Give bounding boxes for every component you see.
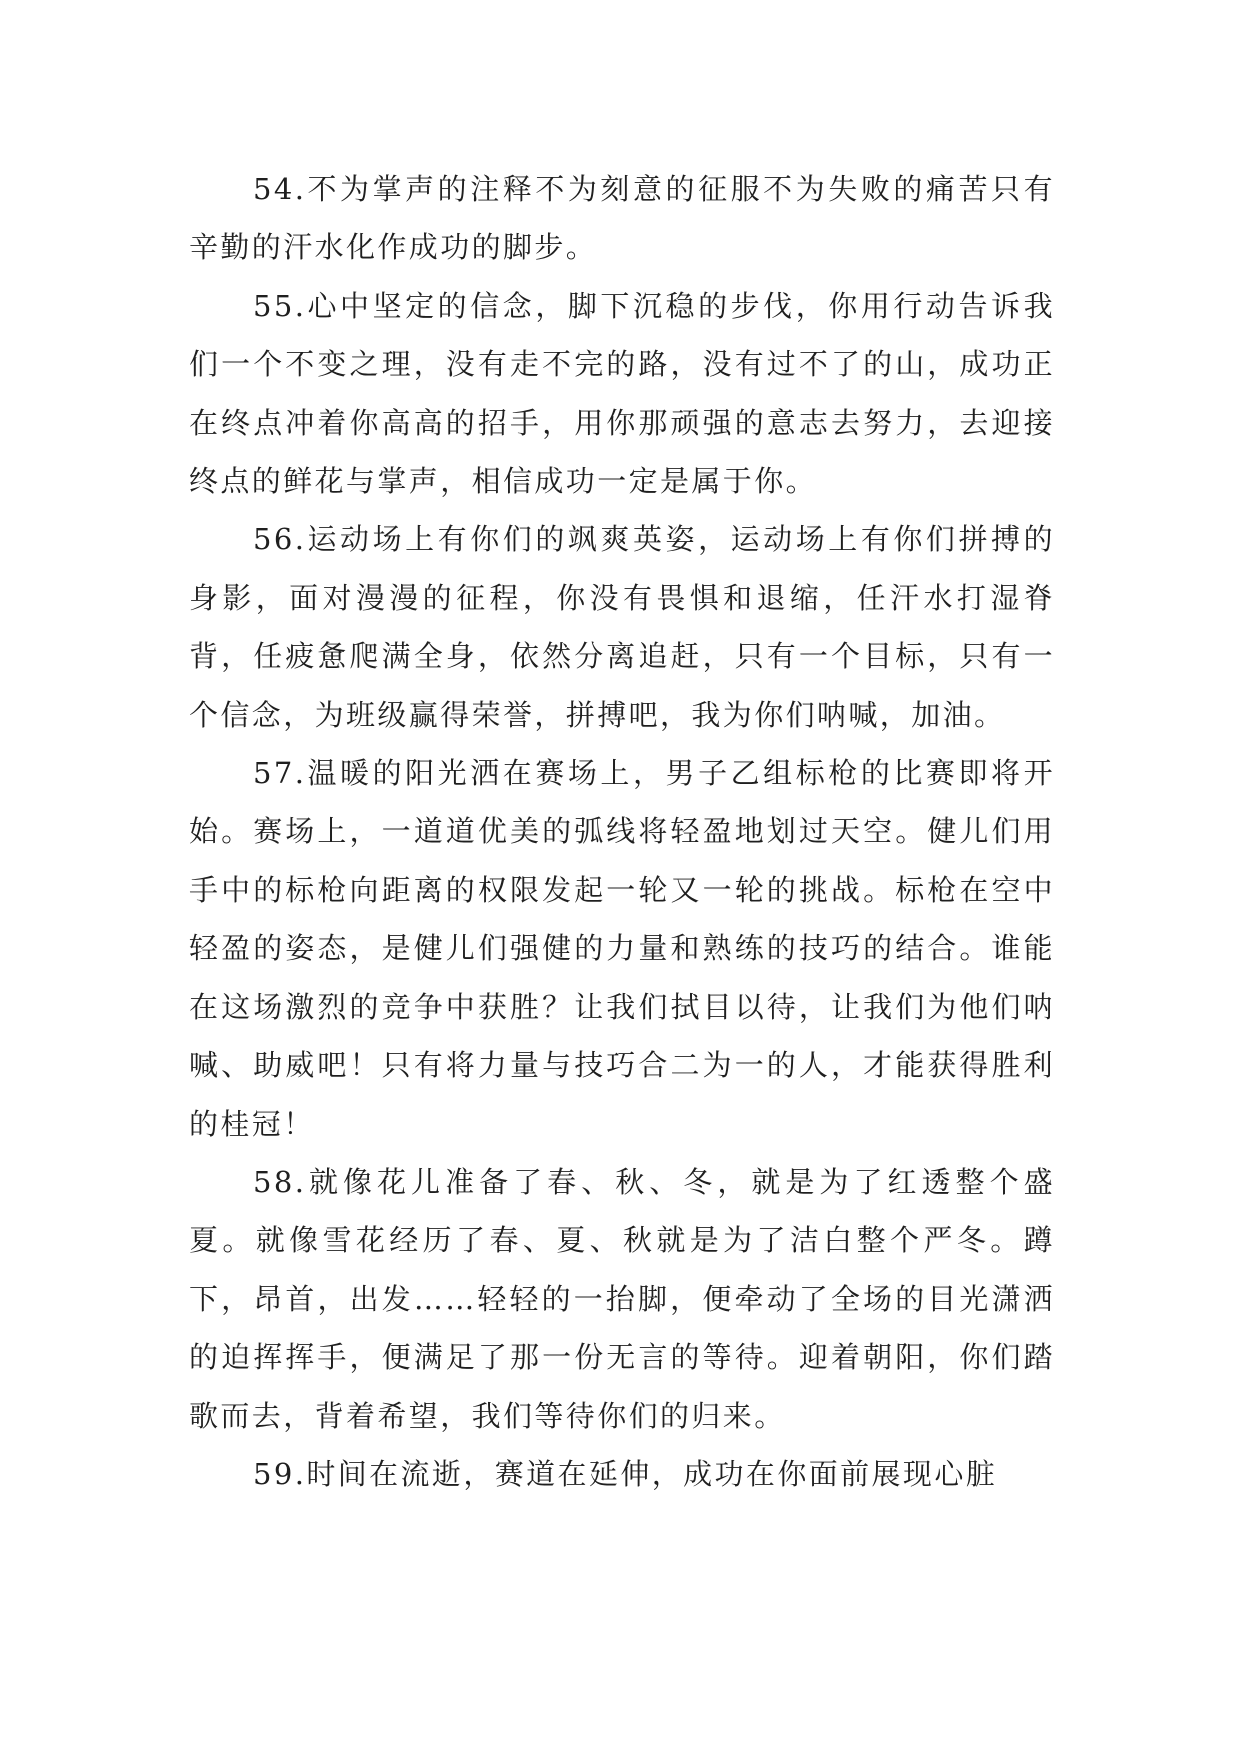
document-body xyxy=(189,160,1055,1503)
paragraph-57: 57.温暖的阳光洒在赛场上，男子乙组标枪的比赛即将开始。赛场上，一道道优美的弧线将轻盈地划过天空。健儿们用手中的标枪向距离的权限发起一轮又一轮的挑战。标枪在空中轻盈的姿态，是健儿们强健的力量和熟练的技巧的结合。谁能在这场激烈的竞争中获胜？让我们拭目以待，让我们为他们呐喊、助威吧！只有将力量与技巧合二为一的人，才能获得胜利的桂冠！ xyxy=(189,756,1055,1141)
paragraph-55: 55.心中坚定的信念，脚下沉稳的步伐，你用行动告诉我们一个不变之理，没有走不完的路，没有过不了的山，成功正在终点冲着你高高的招手，用你那顽强的意志去努力，去迎接终点的鲜花与掌声，相信成功一定是属于你。 xyxy=(189,288,1055,499)
paragraph-54: 54.不为掌声的注释不为刻意的征服不为失败的痛苦只有辛勤的汗水化作成功的脚步。 xyxy=(189,172,1055,265)
paragraph-58: 58.就像花儿准备了春、秋、冬，就是为了红透整个盛夏。就像雪花经历了春、夏、秋就是为了洁白整个严冬。蹲下，昂首，出发……轻轻的一抬脚，便牵动了全场的目光潇洒的迫挥挥手，便满足了那一份无言的等待。迎着朝阳，你们踏歌而去，背着希望，我们等待你们的归来。 xyxy=(189,1164,1055,1433)
paragraph-59: 59.时间在流逝，赛道在延伸，成功在你面前展现心脏 xyxy=(253,1456,998,1491)
paragraph-56: 56.运动场上有你们的飒爽英姿，运动场上有你们拼搏的身影，面对漫漫的征程，你没有畏惧和退缩，任汗水打湿脊背，任疲惫爬满全身，依然分离追赶，只有一个目标，只有一个信念，为班级赢得荣誉，拼搏吧，我为你们呐喊，加油。 xyxy=(189,522,1055,732)
